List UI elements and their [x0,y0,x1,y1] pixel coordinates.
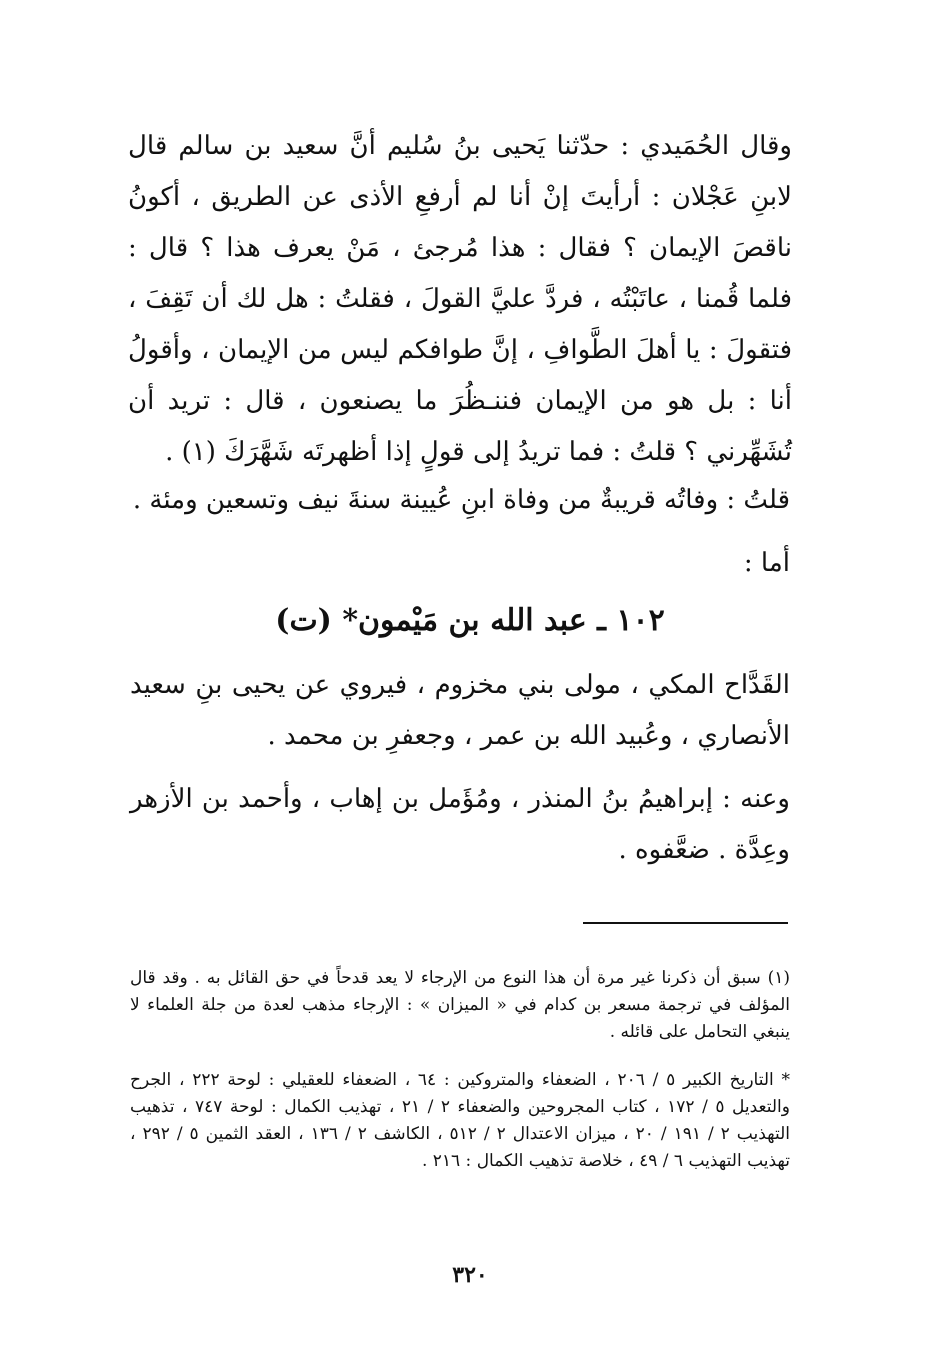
footnote-1: (١) سبق أن ذكرنا غير مرة أن هذا النوع من الإرجاء لا يعد قدحاً في حق القائل به . وقد قال المؤلف في ترجمة مسعر بن كدام في « الميزان » : الإرجاء مذهب لعدة من جلة العلماء لا ينبغي التحامل على قائله . [130,968,790,1042]
footnote-separator [583,922,788,924]
entry-heading: ١٠٢ ـ عبد الله بن مَيْمون* (ت) [275,603,665,638]
body-paragraph-death-note: قلتُ : وفاتُه قريبةٌ من وفاة ابنِ عُيينة سنةَ نيف وتسعين ومئة . [132,485,790,515]
footnote-sources: * التاريخ الكبير ٥ / ٢٠٦ ، الضعفاء والمتروكين : ٦٤ ، الضعفاء للعقيلي : لوحة ٢٢٢ ، الجرح والتعديل ٥ / ١٧٢ ، كتاب المجروحين والضعفاء ٢ / ٢١ ، تهذيب الكمال : لوحة ٧٤٧ ، تذهيب التهذيب ٢ / ١٩١ / ٢٠ ، ميزان الاعتدال ٢ / ٥١٢ ، الكاشف ٢ / ١٣٦ ، العقد الثمين ٥ / ٢٩٢ ، تهذيب التهذيب ٦ / ٤٩ ، خلاصة تذهيب الكمال : ٢١٦ . [130,1070,790,1171]
page-number: ٣٢٠ [452,1262,488,1288]
body-paragraph-humaydi: وقال الحُمَيدي : حدّثنا يَحيى بنُ سُليم أنَّ سعيد بن سالم قال لابنِ عَجْلان : أرأيتَ إنْ أنا لم أرفعِ الأذى عن الطريق ، أكونُ ناقصَ الإيمان ؟ فقال : هذا مُرجئ ، مَنْ يعرف هذا ؟ قال : فلما قُمنا ، عاتَبْتُه ، فردَّ عليَّ القولَ ، فقلتُ : هل لك أن تَقِفَ ، فتقولَ : يا أهلَ الطَّوافِ ، إنَّ طوافكم ليس من الإيمان ، وأقولُ أنا : بل هو من الإيمان فننـظُرَ ما يصنعون ، قال : تريد أن تُشَهِّرني ؟ قلتُ : فما تريدُ إلى قولٍ إذا أظهرتَه شَهَّرَكَ (١) . [128,131,792,467]
entry-paragraph-narrators: وعنه : إبراهيمُ بنُ المنذر ، ومُؤَمل بن إهاب ، وأحمد بن الأزهر وعِدَّة . ضعَّفوه . [130,784,790,865]
entry-paragraph-biography: القَدَّاح المكي ، مولى بني مخزوم ، فيروي عن يحيى بنِ سعيد الأنصاري ، وعُبيد الله بن عمر ، وجعفرِ بن محمد . [130,670,790,751]
body-paragraph-amma: أما : [743,548,790,578]
